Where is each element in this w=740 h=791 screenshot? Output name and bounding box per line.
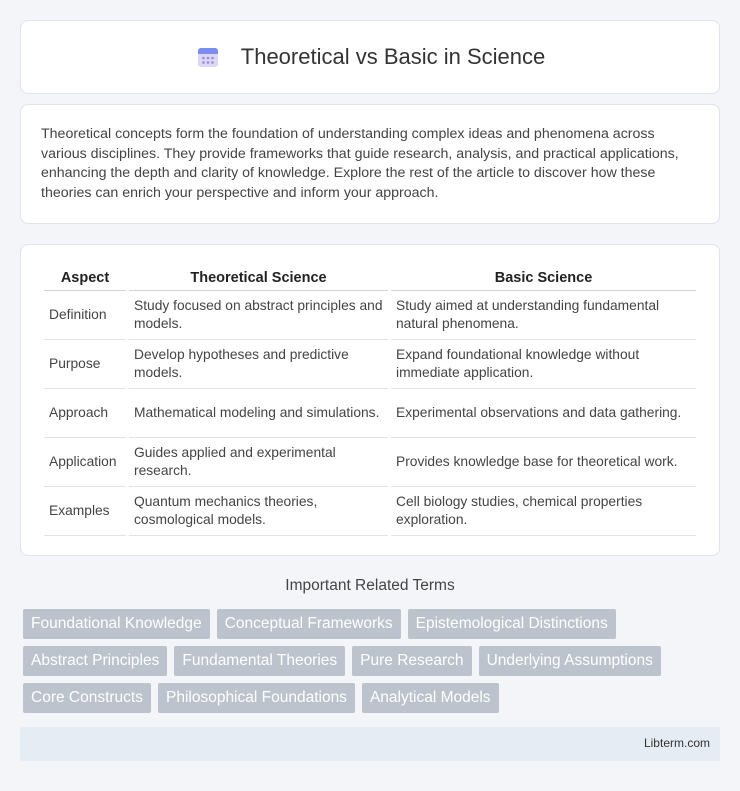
title-card [20,20,720,94]
cell-aspect: Definition [44,291,126,340]
table-row [44,389,696,438]
cell-theoretical: Study focused on abstract principles and models. [129,291,388,340]
tag-philosophical-foundations[interactable]: Philosophical Foundations [158,683,355,713]
tag-row [23,609,723,639]
footer-site-link[interactable]: Libterm.com [643,736,710,750]
cell-basic: Provides knowledge base for theoretical work. [391,438,696,487]
comparison-card [20,244,720,556]
cell-theoretical: Develop hypotheses and predictive models. [129,340,388,389]
tag-row [23,683,723,713]
cell-basic: Study aimed at understanding fundamental natural phenomena. [391,291,696,340]
cell-basic: Experimental observations and data gathering. [391,389,696,438]
related-terms [23,609,723,720]
cell-basic: Expand foundational knowledge without immediate application. [391,340,696,389]
cell-theoretical: Guides applied and experimental research. [129,438,388,487]
table-row [44,487,696,536]
comparison-table [41,265,699,536]
tag-pure-research[interactable]: Pure Research [352,646,471,676]
table-row [44,340,696,389]
tag-row [23,646,723,676]
tag-core-constructs[interactable]: Core Constructs [23,683,151,713]
tag-foundational-knowledge[interactable]: Foundational Knowledge [23,609,210,639]
cell-aspect: Examples [44,487,126,536]
cell-basic: Cell biology studies, chemical properties exploration. [391,487,696,536]
cell-aspect: Approach [44,389,126,438]
calendar-icon [195,44,221,70]
tag-conceptual-frameworks[interactable]: Conceptual Frameworks [217,609,401,639]
cell-theoretical: Mathematical modeling and simulations. [129,389,388,438]
page-title: Theoretical vs Basic in Science [240,44,546,69]
intro-text: Theoretical concepts form the foundation of understanding complex ideas and phenomena across various disciplines. They provide frameworks that guide research, analysis, and practical applications, enhancing the depth and clarity of knowledge. Explore the rest of the article to discover how these theories can enrich your perspective and inform your approach. [41,126,679,201]
header-theoretical: Theoretical Science [129,265,388,291]
table-row [44,291,696,340]
cell-aspect: Application [44,438,126,487]
header-basic: Basic Science [391,265,696,291]
intro-card [20,104,720,224]
tag-analytical-models[interactable]: Analytical Models [362,683,499,713]
table-header-row [44,265,696,291]
related-terms-title: Important Related Terms [285,577,455,594]
cell-theoretical: Quantum mechanics theories, cosmological models. [129,487,388,536]
header-aspect: Aspect [44,265,126,291]
tag-abstract-principles[interactable]: Abstract Principles [23,646,167,676]
tag-epistemological-distinctions[interactable]: Epistemological Distinctions [408,609,616,639]
tag-underlying-assumptions[interactable]: Underlying Assumptions [479,646,661,676]
tag-fundamental-theories[interactable]: Fundamental Theories [174,646,345,676]
footer [20,727,720,761]
cell-aspect: Purpose [44,340,126,389]
table-row [44,438,696,487]
